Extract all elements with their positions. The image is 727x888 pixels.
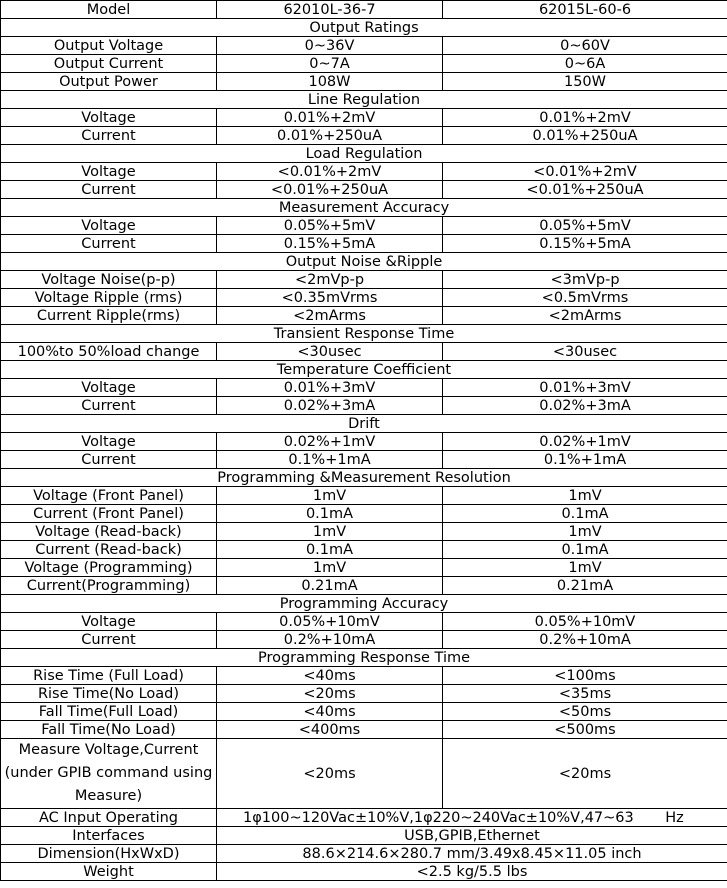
spec-value-a: <40ms	[217, 667, 443, 685]
spec-value-b: 0.1%+1mA	[443, 451, 727, 469]
spec-value-a: 0.1mA	[217, 541, 443, 559]
spec-row	[1, 505, 727, 523]
spec-label: Voltage (Read-back)	[1, 523, 217, 541]
spec-label: Voltage	[1, 109, 217, 127]
spec-value-a: 0.2%+10mA	[217, 631, 443, 649]
spec-value-b: <500ms	[443, 721, 727, 739]
spec-label: Voltage Ripple (rms)	[1, 289, 217, 307]
spec-row	[1, 271, 727, 289]
section-title: Programming &Measurement Resolution	[1, 469, 727, 487]
spec-value-b: 0~60V	[443, 37, 727, 55]
spec-row	[1, 127, 727, 145]
section-title: Line Regulation	[1, 91, 727, 109]
section-title: Programming Accuracy	[1, 595, 727, 613]
spec-value-a: 1mV	[217, 487, 443, 505]
spec-row	[1, 451, 727, 469]
section-header-row	[1, 595, 727, 613]
spec-value-b: 0.01%+3mV	[443, 379, 727, 397]
spec-value-a: 0.15%+5mA	[217, 235, 443, 253]
spec-value-b: <30usec	[443, 343, 727, 361]
spec-label: Fall Time(Full Load)	[1, 703, 217, 721]
spec-row	[1, 613, 727, 631]
spec-label: 100%to 50%load change	[1, 343, 217, 361]
spec-row	[1, 307, 727, 325]
measure-row	[1, 739, 727, 809]
spec-row	[1, 523, 727, 541]
header-model-b: 62015L-60-6	[443, 1, 727, 19]
section-header-row	[1, 649, 727, 667]
spec-value-a: 0.05%+5mV	[217, 217, 443, 235]
measure-value-a: <20ms	[217, 739, 443, 809]
spec-value-a: 0.1%+1mA	[217, 451, 443, 469]
spec-value-b: 0.02%+1mV	[443, 433, 727, 451]
spec-value-a: 0.01%+2mV	[217, 109, 443, 127]
spec-value-b: 0~6A	[443, 55, 727, 73]
spec-label: Current	[1, 181, 217, 199]
spec-label: Fall Time(No Load)	[1, 721, 217, 739]
measure-label: Measure Voltage,Current (under GPIB command using Measure)	[1, 739, 217, 809]
spec-label: Current	[1, 127, 217, 145]
spec-label: Current (Read-back)	[1, 541, 217, 559]
spec-value-b: 1mV	[443, 559, 727, 577]
section-header-row	[1, 91, 727, 109]
spec-value-b: 0.1mA	[443, 505, 727, 523]
spec-label: Current	[1, 397, 217, 415]
spec-row	[1, 397, 727, 415]
spec-value-b: 1mV	[443, 523, 727, 541]
interfaces-label: Interfaces	[1, 827, 217, 845]
spec-value-a: 0.01%+3mV	[217, 379, 443, 397]
spec-table-body	[1, 1, 727, 881]
spec-value-a: <0.01%+250uA	[217, 181, 443, 199]
spec-label: Voltage (Programming)	[1, 559, 217, 577]
spec-label: Rise Time (Full Load)	[1, 667, 217, 685]
spec-value-a: 0.01%+250uA	[217, 127, 443, 145]
spec-label: Current	[1, 631, 217, 649]
header-row	[1, 1, 727, 19]
spec-label: Voltage (Front Panel)	[1, 487, 217, 505]
section-title: Drift	[1, 415, 727, 433]
spec-value-a: 0.1mA	[217, 505, 443, 523]
section-header-row	[1, 253, 727, 271]
spec-label: Voltage	[1, 613, 217, 631]
spec-value-b: <2mArms	[443, 307, 727, 325]
dimension-value: 88.6×214.6×280.7 mm/3.49x8.45×11.05 inch	[217, 845, 727, 863]
spec-label: Current(Programming)	[1, 577, 217, 595]
spec-value-b: <100ms	[443, 667, 727, 685]
spec-row	[1, 235, 727, 253]
section-title: Load Regulation	[1, 145, 727, 163]
spec-row	[1, 217, 727, 235]
spec-row	[1, 73, 727, 91]
spec-value-b: 0.05%+5mV	[443, 217, 727, 235]
spec-row	[1, 163, 727, 181]
section-header-row	[1, 361, 727, 379]
spec-value-b: 0.01%+250uA	[443, 127, 727, 145]
spec-value-b: 0.15%+5mA	[443, 235, 727, 253]
spec-row	[1, 37, 727, 55]
section-header-row	[1, 415, 727, 433]
weight-row	[1, 863, 727, 881]
spec-row	[1, 181, 727, 199]
ac-input-row	[1, 809, 727, 827]
spec-label: Output Current	[1, 55, 217, 73]
spec-label: Output Voltage	[1, 37, 217, 55]
section-title: Measurement Accuracy	[1, 199, 727, 217]
spec-row	[1, 721, 727, 739]
header-model-a: 62010L-36-7	[217, 1, 443, 19]
spec-row	[1, 433, 727, 451]
spec-row	[1, 55, 727, 73]
spec-row	[1, 289, 727, 307]
spec-value-a: 1mV	[217, 523, 443, 541]
spec-value-a: 108W	[217, 73, 443, 91]
spec-value-b: 150W	[443, 73, 727, 91]
spec-value-a: <0.01%+2mV	[217, 163, 443, 181]
spec-row	[1, 559, 727, 577]
spec-label: Current	[1, 451, 217, 469]
measure-value-b: <20ms	[443, 739, 727, 809]
ac-input-unit: Hz	[665, 809, 684, 826]
spec-value-b: <3mVp-p	[443, 271, 727, 289]
spec-value-a: <2mVp-p	[217, 271, 443, 289]
spec-row	[1, 577, 727, 595]
spec-value-b: 0.1mA	[443, 541, 727, 559]
dimension-label: Dimension(HxWxD)	[1, 845, 217, 863]
weight-value: <2.5 kg/5.5 lbs	[217, 863, 727, 881]
ac-input-value-cell	[217, 809, 727, 827]
spec-label: Voltage	[1, 379, 217, 397]
ac-input-value: 1φ100~120Vac±10%V,1φ220~240Vac±10%V,47~63	[243, 809, 634, 826]
spec-row	[1, 109, 727, 127]
interfaces-row	[1, 827, 727, 845]
spec-value-b: 0.05%+10mV	[443, 613, 727, 631]
spec-value-a: <400ms	[217, 721, 443, 739]
spec-value-a: <30usec	[217, 343, 443, 361]
spec-label: Voltage	[1, 433, 217, 451]
spec-value-b: <50ms	[443, 703, 727, 721]
spec-value-b: 0.02%+3mA	[443, 397, 727, 415]
spec-row	[1, 667, 727, 685]
section-header-row	[1, 19, 727, 37]
spec-value-b: 0.21mA	[443, 577, 727, 595]
spec-label: Current (Front Panel)	[1, 505, 217, 523]
section-header-row	[1, 199, 727, 217]
spec-value-a: 0.02%+3mA	[217, 397, 443, 415]
dimension-row	[1, 845, 727, 863]
section-header-row	[1, 325, 727, 343]
section-title: Programming Response Time	[1, 649, 727, 667]
header-label: Model	[1, 1, 217, 19]
spec-value-a: 1mV	[217, 559, 443, 577]
spec-row	[1, 487, 727, 505]
spec-label: Rise Time(No Load)	[1, 685, 217, 703]
spec-value-b: 0.01%+2mV	[443, 109, 727, 127]
spec-label: Voltage	[1, 163, 217, 181]
spec-label: Output Power	[1, 73, 217, 91]
spec-value-a: 0~7A	[217, 55, 443, 73]
spec-value-a: 0.05%+10mV	[217, 613, 443, 631]
spec-value-b: <0.01%+2mV	[443, 163, 727, 181]
spec-value-a: <20ms	[217, 685, 443, 703]
spec-value-a: <40ms	[217, 703, 443, 721]
section-title: Transient Response Time	[1, 325, 727, 343]
spec-value-a: <0.35mVrms	[217, 289, 443, 307]
spec-value-b: <0.5mVrms	[443, 289, 727, 307]
spec-value-a: 0.02%+1mV	[217, 433, 443, 451]
section-header-row	[1, 469, 727, 487]
spec-value-b: 0.2%+10mA	[443, 631, 727, 649]
ac-input-label: AC Input Operating	[1, 809, 217, 827]
spec-value-b: <0.01%+250uA	[443, 181, 727, 199]
spec-label: Current	[1, 235, 217, 253]
section-title: Output Noise &Ripple	[1, 253, 727, 271]
spec-value-a: <2mArms	[217, 307, 443, 325]
spec-label: Current Ripple(rms)	[1, 307, 217, 325]
section-header-row	[1, 145, 727, 163]
weight-label: Weight	[1, 863, 217, 881]
section-title: Temperature Coefficient	[1, 361, 727, 379]
spec-row	[1, 631, 727, 649]
spec-label: Voltage	[1, 217, 217, 235]
spec-row	[1, 703, 727, 721]
spec-row	[1, 343, 727, 361]
spec-row	[1, 541, 727, 559]
spec-label: Voltage Noise(p-p)	[1, 271, 217, 289]
spec-row	[1, 379, 727, 397]
spec-value-b: <35ms	[443, 685, 727, 703]
spec-value-a: 0.21mA	[217, 577, 443, 595]
spec-value-a: 0~36V	[217, 37, 443, 55]
section-title: Output Ratings	[1, 19, 727, 37]
spec-row	[1, 685, 727, 703]
spec-value-b: 1mV	[443, 487, 727, 505]
interfaces-value: USB,GPIB,Ethernet	[217, 827, 727, 845]
